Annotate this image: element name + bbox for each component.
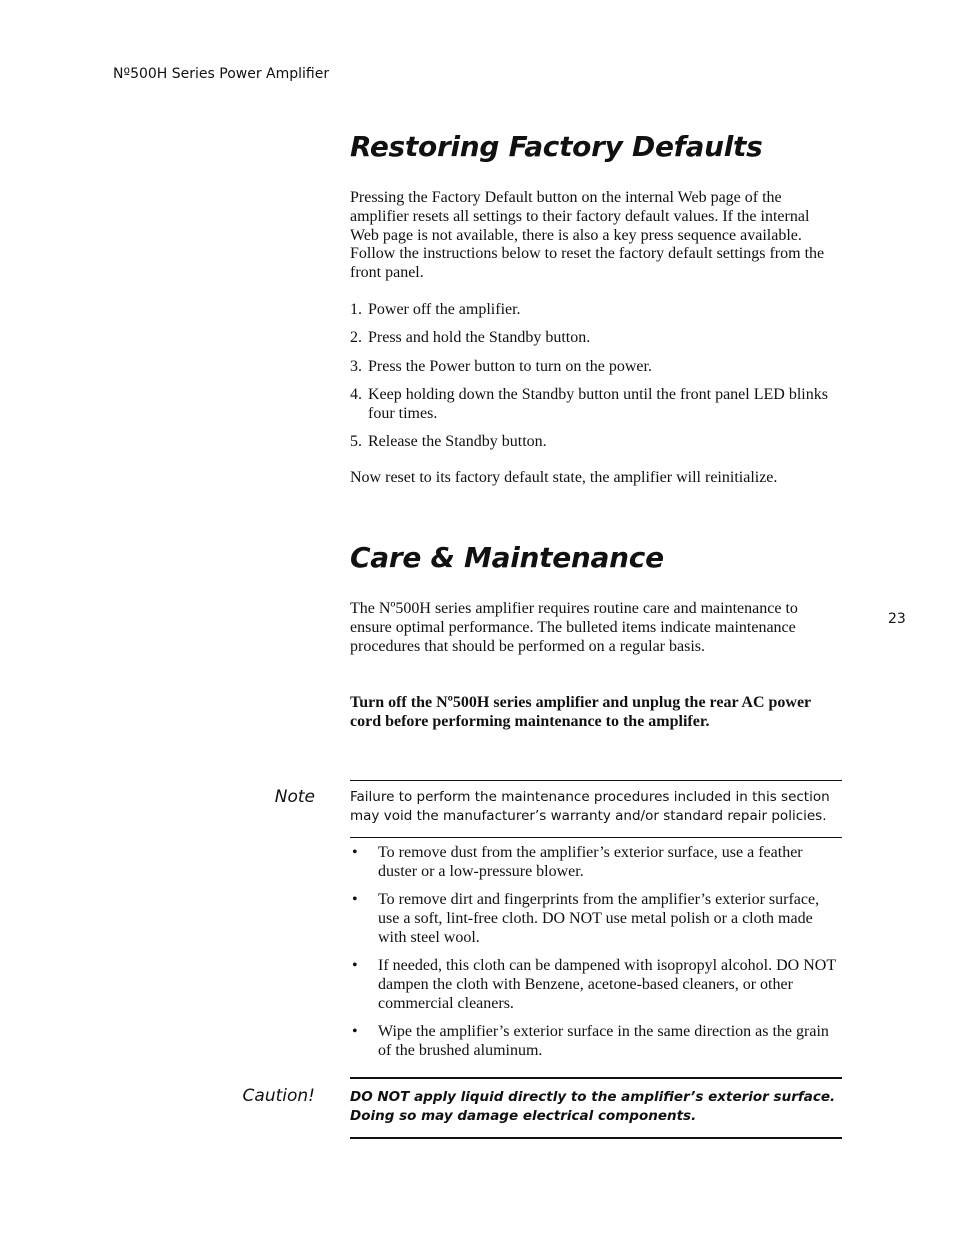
bullet-text: To remove dust from the amplifier’s exterior surface, use a feather duster or a low-pressure blower. — [378, 844, 803, 880]
note-bottom-rule — [350, 837, 842, 838]
restoring-intro: Pressing the Factory Default button on the internal Web page of the amplifier resets all settings to their factory default values. If the internal Web page is not available, there is also a key press sequence available. Follow the instructions below to reset the factory default settings from the front panel. — [350, 189, 825, 282]
step-number: 2. — [350, 329, 362, 347]
step-item — [350, 301, 842, 320]
step-text: Keep holding down the Standby button until the front panel LED blinks four times. — [368, 385, 828, 422]
step-number: 1. — [350, 301, 362, 318]
bullet-item — [350, 844, 842, 882]
step-text: Release the Standby button. — [368, 432, 547, 450]
step-text: Press the Power button to turn on the power. — [368, 357, 652, 375]
restoring-intro-block — [350, 189, 842, 283]
caution-text: DO NOT apply liquid directly to the amplifier’s exterior surface. Doing so may damage electrical components. — [350, 1089, 836, 1124]
bullet-text: If needed, this cloth can be dampened with isopropyl alcohol. DO NOT dampen the cloth with Benzene, acetone-based cleaners, or other commercial cleaners. — [378, 956, 836, 1012]
bullet-item — [350, 891, 842, 947]
caution-block — [350, 1088, 842, 1126]
page-number: 23 — [888, 611, 906, 627]
step-item — [350, 433, 842, 452]
bullet-item — [350, 957, 842, 1013]
running-header: Nº500H Series Power Amplifier — [113, 66, 330, 82]
restoring-section — [350, 130, 842, 164]
care-intro-block — [350, 600, 842, 656]
note-text: Failure to perform the maintenance procedures included in this section may void the manufacturer’s warranty and/or standard repair policies. — [350, 789, 830, 824]
step-number: 5. — [350, 432, 362, 450]
restoring-heading: Restoring Factory Defaults — [350, 130, 763, 163]
care-heading: Care & Maintenance — [350, 541, 664, 574]
step-item — [350, 329, 842, 348]
bullet-dot: • — [352, 891, 358, 909]
bullet-text: To remove dirt and fingerprints from the amplifier’s exterior surface, use a soft, lint-free cloth. DO NOT use metal polish or a cloth made with steel wool. — [378, 891, 820, 946]
caution-label: Caution! — [242, 1086, 315, 1106]
bullet-dot: • — [352, 844, 358, 861]
care-warning-block — [350, 694, 842, 732]
note-top-rule — [350, 780, 842, 781]
care-section — [350, 541, 842, 575]
caution-bottom-rule — [350, 1137, 842, 1139]
bullet-dot: • — [352, 1022, 358, 1040]
steps-list — [350, 301, 842, 452]
restoring-outro-block — [350, 469, 842, 488]
step-item — [350, 358, 842, 377]
step-text: Power off the amplifier. — [368, 301, 521, 318]
care-intro: The Nº500H series amplifier requires routine care and maintenance to ensure optimal performance. The bulleted items indicate maintenance procedures that should be performed on a regular basis. — [350, 600, 798, 655]
restoring-steps-block — [350, 301, 842, 461]
bullet-text: Wipe the amplifier’s exterior surface in the same direction as the grain of the brushed aluminum. — [378, 1022, 829, 1059]
note-block — [350, 788, 842, 826]
step-item — [350, 386, 842, 424]
care-warning: Turn off the Nº500H series amplifier and unplug the rear AC power cord before performing maintenance to the amplifer. — [350, 694, 811, 730]
bullet-dot: • — [352, 956, 358, 974]
step-number: 3. — [350, 357, 362, 375]
step-text: Press and hold the Standby button. — [368, 329, 591, 347]
note-label: Note — [274, 787, 315, 807]
restoring-outro: Now reset to its factory default state, the amplifier will reinitialize. — [350, 469, 778, 486]
step-number: 4. — [350, 385, 362, 403]
bullet-item — [350, 1023, 842, 1061]
maintenance-bullets-block — [350, 844, 842, 1070]
caution-top-rule — [350, 1077, 842, 1079]
maintenance-bullets — [350, 844, 842, 1060]
